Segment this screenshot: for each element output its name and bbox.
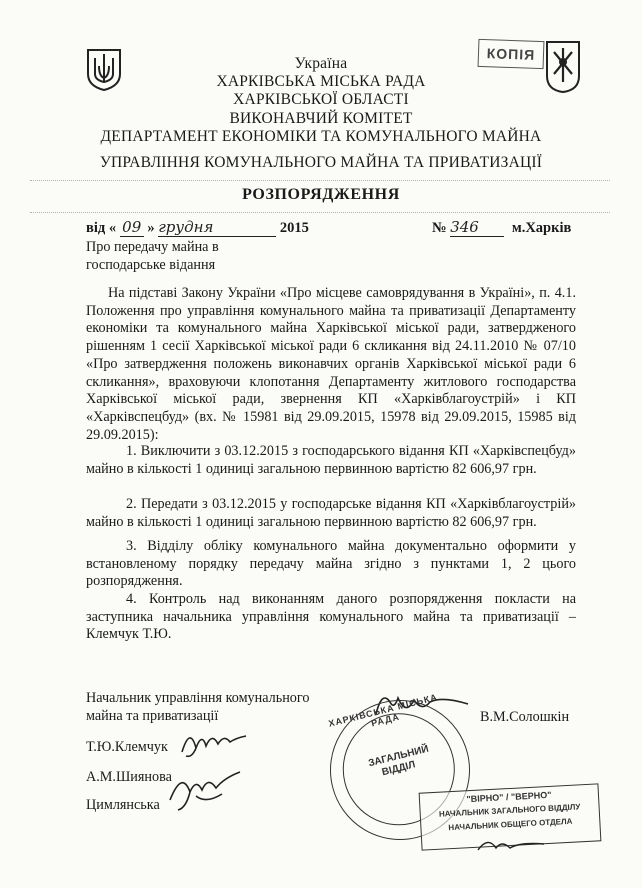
approver-2: А.М.Шиянова bbox=[86, 769, 172, 785]
paragraph-item-2 bbox=[86, 496, 576, 531]
header-country: Україна bbox=[294, 55, 348, 72]
date-line bbox=[86, 218, 309, 237]
signature-approver-1 bbox=[176, 722, 248, 762]
document-title: РОЗПОРЯДЖЕННЯ bbox=[242, 186, 400, 203]
approver-3: Цимлянська bbox=[86, 797, 160, 813]
separator bbox=[30, 180, 610, 181]
header-committee: ВИКОНАВЧИЙ КОМІТЕТ bbox=[229, 110, 413, 127]
position-line1: Начальник управління комунального bbox=[86, 690, 310, 706]
paragraph-text: 3. Відділу обліку комунального майна документально оформити у встановленому порядку передачу майна згідно з пунктами 1, 2 цього розпорядження. bbox=[86, 538, 576, 590]
header-department: ДЕПАРТАМЕНТ ЕКОНОМІКИ ТА КОМУНАЛЬНОГО МАЙНА bbox=[100, 128, 542, 145]
subject-line1: Про передачу майна в bbox=[86, 239, 219, 255]
position-line2: майна та приватизації bbox=[86, 708, 219, 724]
seal-center-text: ЗАГАЛЬНИЙ ВІДДІЛ bbox=[367, 743, 430, 779]
paragraph-text: На підставі Закону України «Про місцеве самоврядування в Україні», п. 4.1. Положення про управління комунального майна та приватизації Департаменту економіки та комунального майна Харківської міської ради, затвердженого рішенням 1 сесії Харківської міської ради 6 скликання від 24.11.2010 № 07/10 «Про затвердження положень виконавчих органів Харківської міської ради 6 скликання», враховуючи клопотання Департаменту житлового господарства Харківської міської ради, звернення КП «Харківблагоустрій» і КП «Харківспецбуд» (вх. № 15981 від 29.09.2015, 15978 від 29.09.2015, 15985 від 29.09.2015): bbox=[86, 285, 576, 443]
approver-1: Т.Ю.Клемчук bbox=[86, 739, 168, 755]
paragraph-text: 2. Передати з 03.12.2015 у господарське відання КП «Харківблагоустрій» майно в кількості 1 одиниці загальною первинною вартістю 82 606,97 грн. bbox=[86, 496, 576, 530]
signature-approver-2 bbox=[166, 764, 244, 814]
date-month: грудня bbox=[158, 218, 276, 237]
paragraph-preamble bbox=[86, 285, 576, 444]
header-council: ХАРКІВСЬКА МІСЬКА РАДА bbox=[216, 73, 426, 90]
paragraph-item-4 bbox=[86, 591, 576, 644]
paragraph-text: 4. Контроль над виконанням даного розпорядження покласти на заступника начальника управління комунального майна та приватизації – Клемчук Т.Ю. bbox=[86, 591, 576, 643]
document-place: м.Харків bbox=[511, 220, 572, 236]
verified-stamp-line: НАЧАЛЬНИК ЗАГАЛЬНОГО ВІДДІЛУ bbox=[438, 802, 581, 819]
header-directorate: УПРАВЛІННЯ КОМУНАЛЬНОГО МАЙНА ТА ПРИВАТИЗАЦІЇ bbox=[99, 154, 543, 171]
signature-verified bbox=[476, 834, 546, 856]
date-year: 2015 bbox=[279, 220, 309, 236]
paragraph-item-1 bbox=[86, 443, 576, 478]
date-mid: » bbox=[147, 220, 155, 236]
verified-stamp-title: "ВІРНО" / "ВЕРНО" bbox=[466, 789, 552, 805]
separator bbox=[30, 212, 610, 213]
date-prefix: від « bbox=[86, 220, 117, 236]
subject bbox=[86, 238, 219, 274]
seal-ring-text: ХАРКІВСЬКА МІСЬКА РАДА bbox=[327, 691, 439, 729]
paragraph-text: 1. Виключити з 03.12.2015 з господарського відання КП «Харківспецбуд» майно в кількості 1 одиниці загальною первинною вартістю 82 606,97 грн. bbox=[86, 443, 576, 477]
number-line bbox=[432, 218, 571, 237]
date-day: 09 bbox=[120, 218, 144, 237]
copy-stamp bbox=[478, 39, 545, 69]
city-arms-icon bbox=[545, 40, 581, 94]
subject-line2: господарське відання bbox=[86, 257, 216, 273]
number-prefix: № bbox=[432, 220, 447, 236]
header-region: ХАРКІВСЬКОЇ ОБЛАСТІ bbox=[233, 91, 409, 108]
verified-stamp-line: НАЧАЛЬНИК ОБЩЕГО ОТДЕЛА bbox=[448, 816, 573, 833]
signer-position bbox=[86, 689, 309, 725]
document-number: 346 bbox=[450, 218, 504, 237]
signer-name: В.М.Солошкін bbox=[480, 709, 570, 725]
paragraph-item-3 bbox=[86, 538, 576, 591]
copy-stamp-text: КОПІЯ bbox=[486, 45, 536, 63]
